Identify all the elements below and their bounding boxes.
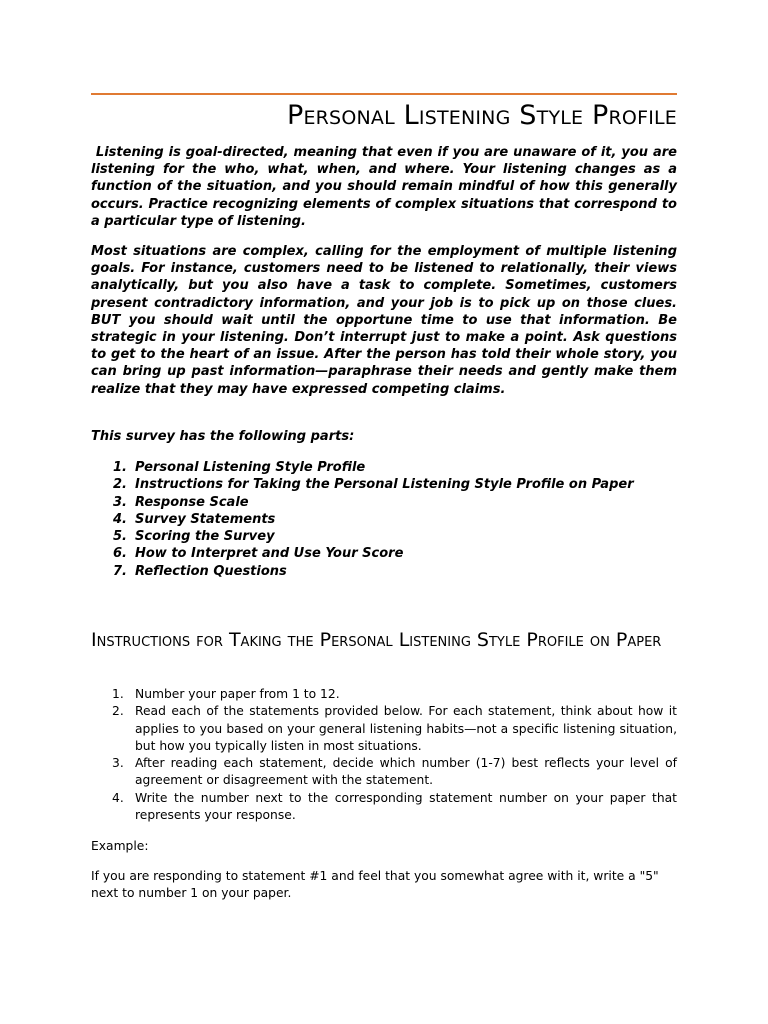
page-title: Personal Listening Style Profile	[286, 100, 677, 131]
list-item-label: Personal Listening Style Profile	[135, 460, 366, 475]
list-item	[91, 459, 677, 476]
list-item-label: Survey Statements	[135, 511, 276, 527]
instruction-text: Write the number next to the corresponding statement number on your paper that represents your response.	[135, 790, 677, 823]
example-label: Example:	[91, 839, 149, 853]
intro-paragraph: Most situations are complex, calling for the employment of multiple listening goals. For instance, customers need to be listened to relationally, their views analytically, but you also have a task to complete. Sometimes, customers present contradictory information, and your job is to pick up on those clues. BUT you should wait until the opportune time to use that information. Be strategic in your listening. Don’t interrupt just to make a point. Ask questions to get to the heart of an issue. After the person has told their whole story, you can bring up past information—paraphrase their needs and gently make them realize that they may have expressed competing claims.	[91, 244, 677, 397]
list-number: 5.	[113, 529, 127, 545]
list-number: 1.	[112, 687, 124, 701]
list-item	[91, 755, 677, 790]
instruction-text: Number your paper from 1 to 12.	[135, 687, 340, 701]
instructions-heading: Instructions for Taking the Personal Listening Style Profile on Paper	[91, 629, 662, 651]
list-number: 3.	[113, 494, 127, 510]
list-item	[91, 686, 677, 703]
list-item-label: Instructions for Taking the Personal Listening Style Profile on Paper	[135, 477, 634, 493]
list-number: 6.	[113, 546, 127, 562]
example-text: If you are responding to statement #1 and feel that you somewhat agree with it, write a "5" next to number 1 on your paper.	[91, 869, 659, 901]
list-number: 7.	[113, 563, 127, 579]
list-item	[91, 703, 677, 755]
list-item	[91, 545, 677, 562]
list-number: 1.	[113, 460, 127, 475]
list-item	[91, 563, 677, 580]
instruction-text: After reading each statement, decide which number (1-7) best reflects your level of agreement or disagreement with the statement.	[135, 756, 677, 788]
list-item	[91, 528, 677, 545]
instructions-list	[91, 686, 677, 824]
survey-parts-intro: This survey has the following parts:	[91, 429, 355, 444]
list-item	[91, 476, 677, 493]
list-item	[91, 494, 677, 511]
instruction-text: Read each of the statements provided below. For each statement, think about how it applies to you based on your general listening habits—not a specific listening situation, but how you typically listen in most situations.	[135, 704, 677, 753]
list-number: 4.	[112, 790, 124, 805]
intro-paragraph: Listening is goal-directed, meaning that even if you are unaware of it, you are listening for the who, what, when, and where. Your listening changes as a function of the situation, and you should remain mindful of how this generally occurs. Practice recognizing elements of complex situations that correspond to a particular type of listening.	[91, 145, 677, 229]
list-item	[91, 790, 677, 825]
list-item-label: Reflection Questions	[135, 563, 287, 579]
list-item	[91, 511, 677, 528]
list-item-label: Response Scale	[135, 494, 249, 510]
title-rule	[91, 93, 677, 95]
list-number: 2.	[113, 477, 127, 493]
list-number: 2.	[112, 704, 124, 719]
list-item-label: How to Interpret and Use Your Score	[135, 546, 404, 562]
list-item-label: Scoring the Survey	[135, 529, 275, 545]
list-number: 4.	[113, 511, 127, 527]
survey-parts-list	[91, 459, 677, 580]
list-number: 3.	[112, 756, 124, 771]
